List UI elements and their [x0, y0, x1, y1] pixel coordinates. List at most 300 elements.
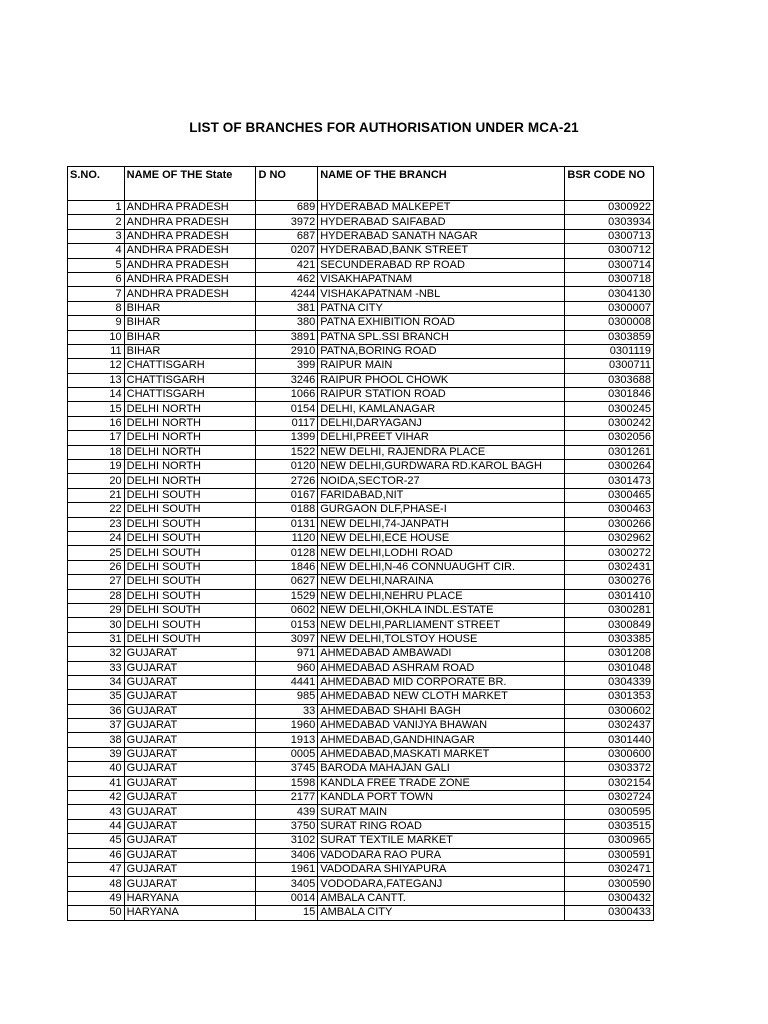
- table-row: [68, 416, 654, 430]
- table-row: [68, 330, 654, 344]
- table-row: [68, 517, 654, 531]
- state-cell: ANDHRA PRADESH: [124, 272, 256, 286]
- branch-cell: NEW DELHI,LODHI ROAD: [318, 546, 565, 560]
- bsr-code-cell: 0302724: [565, 791, 654, 805]
- state-cell: DELHI SOUTH: [124, 632, 256, 646]
- sno-cell: 4: [68, 244, 125, 258]
- bsr-code-cell: 0304130: [565, 287, 654, 301]
- branch-cell: NEW DELHI,N-46 CONNUAUGHT CIR.: [318, 560, 565, 574]
- dno-cell: 0207: [256, 244, 318, 258]
- state-cell: ANDHRA PRADESH: [124, 258, 256, 272]
- state-cell: ANDHRA PRADESH: [124, 229, 256, 243]
- table-row: [68, 618, 654, 632]
- state-cell: GUJARAT: [124, 704, 256, 718]
- branch-cell: NEW DELHI,ECE HOUSE: [318, 531, 565, 545]
- state-cell: DELHI SOUTH: [124, 517, 256, 531]
- state-cell: GUJARAT: [124, 877, 256, 891]
- sno-cell: 34: [68, 675, 125, 689]
- sno-cell: 19: [68, 460, 125, 474]
- state-cell: CHATTISGARH: [124, 373, 256, 387]
- sno-cell: 48: [68, 877, 125, 891]
- bsr-code-cell: 0301473: [565, 474, 654, 488]
- branch-cell: NEW DELHI,TOLSTOY HOUSE: [318, 632, 565, 646]
- branch-cell: HYDERABAD,BANK STREET: [318, 244, 565, 258]
- branch-cell: NEW DELHI,PARLIAMENT STREET: [318, 618, 565, 632]
- branch-cell: VADODARA SHIYAPURA: [318, 862, 565, 876]
- dno-cell: 1846: [256, 560, 318, 574]
- state-cell: HARYANA: [124, 906, 256, 920]
- table-row: [68, 603, 654, 617]
- bsr-code-cell: 0300266: [565, 517, 654, 531]
- bsr-code-cell: 0302056: [565, 431, 654, 445]
- dno-cell: 0153: [256, 618, 318, 632]
- sno-cell: 38: [68, 733, 125, 747]
- table-row: [68, 848, 654, 862]
- dno-cell: 2910: [256, 344, 318, 358]
- bsr-code-cell: 0300849: [565, 618, 654, 632]
- dno-cell: 1120: [256, 531, 318, 545]
- sno-cell: 27: [68, 575, 125, 589]
- state-cell: DELHI SOUTH: [124, 560, 256, 574]
- bsr-code-cell: 0300242: [565, 416, 654, 430]
- sno-cell: 20: [68, 474, 125, 488]
- branch-cell: NEW DELHI,NARAINA: [318, 575, 565, 589]
- branch-cell: AHMEDABAD,MASKATI MARKET: [318, 747, 565, 761]
- dno-cell: 1399: [256, 431, 318, 445]
- state-cell: CHATTISGARH: [124, 359, 256, 373]
- bsr-code-cell: 0303385: [565, 632, 654, 646]
- sno-cell: 41: [68, 776, 125, 790]
- sno-cell: 23: [68, 517, 125, 531]
- sno-cell: 42: [68, 791, 125, 805]
- dno-cell: 381: [256, 301, 318, 315]
- branch-cell: PATNA,BORING ROAD: [318, 344, 565, 358]
- table-row: [68, 762, 654, 776]
- dno-cell: 399: [256, 359, 318, 373]
- branch-cell: AMBALA CANTT.: [318, 891, 565, 905]
- sno-cell: 14: [68, 388, 125, 402]
- dno-cell: 960: [256, 661, 318, 675]
- bsr-code-cell: 0300432: [565, 891, 654, 905]
- dno-cell: 971: [256, 647, 318, 661]
- sno-cell: 16: [68, 416, 125, 430]
- sno-cell: 9: [68, 316, 125, 330]
- table-row: [68, 402, 654, 416]
- dno-cell: 3972: [256, 215, 318, 229]
- sno-cell: 15: [68, 402, 125, 416]
- dno-cell: 1529: [256, 589, 318, 603]
- sno-cell: 2: [68, 215, 125, 229]
- state-cell: GUJARAT: [124, 862, 256, 876]
- dno-cell: 421: [256, 258, 318, 272]
- bsr-code-cell: 0302962: [565, 531, 654, 545]
- branch-cell: VODODARA,FATEGANJ: [318, 877, 565, 891]
- bsr-code-cell: 0300591: [565, 848, 654, 862]
- state-cell: DELHI SOUTH: [124, 575, 256, 589]
- bsr-code-cell: 0300276: [565, 575, 654, 589]
- bsr-code-cell: 0300718: [565, 272, 654, 286]
- state-cell: DELHI SOUTH: [124, 546, 256, 560]
- sno-cell: 18: [68, 445, 125, 459]
- dno-cell: 0128: [256, 546, 318, 560]
- table-row: [68, 632, 654, 646]
- dno-cell: 3097: [256, 632, 318, 646]
- table-row: [68, 388, 654, 402]
- branch-cell: NEW DELHI,74-JANPATH: [318, 517, 565, 531]
- table-row: [68, 719, 654, 733]
- branch-cell: KANDLA PORT TOWN: [318, 791, 565, 805]
- state-cell: DELHI SOUTH: [124, 531, 256, 545]
- branch-cell: PATNA EXHIBITION ROAD: [318, 316, 565, 330]
- dno-cell: 1522: [256, 445, 318, 459]
- bsr-code-cell: 0300008: [565, 316, 654, 330]
- bsr-code-cell: 0300465: [565, 488, 654, 502]
- table-row: [68, 877, 654, 891]
- table-row: [68, 819, 654, 833]
- state-cell: ANDHRA PRADESH: [124, 244, 256, 258]
- dno-cell: 0602: [256, 603, 318, 617]
- bsr-code-cell: 0300711: [565, 359, 654, 373]
- dno-cell: 0131: [256, 517, 318, 531]
- bsr-code-cell: 0300595: [565, 805, 654, 819]
- branch-cell: NEW DELHI,GURDWARA RD.KAROL BAGH: [318, 460, 565, 474]
- table-row: [68, 531, 654, 545]
- state-cell: GUJARAT: [124, 690, 256, 704]
- state-cell: GUJARAT: [124, 747, 256, 761]
- sno-cell: 36: [68, 704, 125, 718]
- header-bsr-code: BSR CODE NO: [565, 167, 654, 189]
- state-cell: GUJARAT: [124, 762, 256, 776]
- state-cell: CHATTISGARH: [124, 388, 256, 402]
- dno-cell: 0014: [256, 891, 318, 905]
- bsr-code-cell: 0302471: [565, 862, 654, 876]
- bsr-code-cell: 0301048: [565, 661, 654, 675]
- bsr-code-cell: 0300713: [565, 229, 654, 243]
- state-cell: DELHI SOUTH: [124, 503, 256, 517]
- branch-cell: HYDERABAD MALKEPET: [318, 201, 565, 215]
- bsr-code-cell: 0300245: [565, 402, 654, 416]
- table-row: [68, 445, 654, 459]
- state-cell: GUJARAT: [124, 791, 256, 805]
- bsr-code-cell: 0303688: [565, 373, 654, 387]
- state-cell: GUJARAT: [124, 733, 256, 747]
- bsr-code-cell: 0300463: [565, 503, 654, 517]
- sno-cell: 45: [68, 834, 125, 848]
- branch-cell: SURAT TEXTILE MARKET: [318, 834, 565, 848]
- sno-cell: 44: [68, 819, 125, 833]
- dno-cell: 985: [256, 690, 318, 704]
- bsr-code-cell: 0300602: [565, 704, 654, 718]
- state-cell: BIHAR: [124, 301, 256, 315]
- table-body: [68, 201, 654, 921]
- branch-cell: SURAT MAIN: [318, 805, 565, 819]
- dno-cell: 2177: [256, 791, 318, 805]
- dno-cell: 687: [256, 229, 318, 243]
- dno-cell: 439: [256, 805, 318, 819]
- table-row: [68, 316, 654, 330]
- branch-cell: AMBALA CITY: [318, 906, 565, 920]
- dno-cell: 3750: [256, 819, 318, 833]
- sno-cell: 30: [68, 618, 125, 632]
- sno-cell: 50: [68, 906, 125, 920]
- sno-cell: 35: [68, 690, 125, 704]
- state-cell: GUJARAT: [124, 719, 256, 733]
- branch-cell: RAIPUR MAIN: [318, 359, 565, 373]
- state-cell: HARYANA: [124, 891, 256, 905]
- branch-cell: NEW DELHI,NEHRU PLACE: [318, 589, 565, 603]
- sno-cell: 31: [68, 632, 125, 646]
- dno-cell: 1913: [256, 733, 318, 747]
- branch-cell: AHMEDABAD ASHRAM ROAD: [318, 661, 565, 675]
- table-row: [68, 229, 654, 243]
- branch-cell: AHMEDABAD SHAHI BAGH: [318, 704, 565, 718]
- table-row: [68, 805, 654, 819]
- bsr-code-cell: 0300272: [565, 546, 654, 560]
- dno-cell: 0154: [256, 402, 318, 416]
- dno-cell: 33: [256, 704, 318, 718]
- dno-cell: 4244: [256, 287, 318, 301]
- bsr-code-cell: 0301119: [565, 344, 654, 358]
- sno-cell: 17: [68, 431, 125, 445]
- dno-cell: 1961: [256, 862, 318, 876]
- sno-cell: 25: [68, 546, 125, 560]
- table-row: [68, 272, 654, 286]
- table-row: [68, 431, 654, 445]
- bsr-code-cell: 0300712: [565, 244, 654, 258]
- table-row: [68, 704, 654, 718]
- table-row: [68, 589, 654, 603]
- header-sno: S.NO.: [68, 167, 125, 189]
- sno-cell: 12: [68, 359, 125, 373]
- table-row: [68, 661, 654, 675]
- table-row: [68, 244, 654, 258]
- branch-cell: RAIPUR PHOOL CHOWK: [318, 373, 565, 387]
- branch-cell: SURAT RING ROAD: [318, 819, 565, 833]
- branch-cell: DELHI,PREET VIHAR: [318, 431, 565, 445]
- bsr-code-cell: 0303934: [565, 215, 654, 229]
- sno-cell: 24: [68, 531, 125, 545]
- sno-cell: 39: [68, 747, 125, 761]
- table-row: [68, 474, 654, 488]
- bsr-code-cell: 0301440: [565, 733, 654, 747]
- state-cell: DELHI NORTH: [124, 431, 256, 445]
- table-row: [68, 344, 654, 358]
- dno-cell: 15: [256, 906, 318, 920]
- branch-cell: HYDERABAD SAIFABAD: [318, 215, 565, 229]
- branch-cell: VISHAKAPATNAM -NBL: [318, 287, 565, 301]
- sno-cell: 22: [68, 503, 125, 517]
- bsr-code-cell: 0300965: [565, 834, 654, 848]
- page-title: LIST OF BRANCHES FOR AUTHORISATION UNDER MCA-21: [189, 120, 579, 135]
- branch-cell: GURGAON DLF,PHASE-I: [318, 503, 565, 517]
- branch-cell: NOIDA,SECTOR-27: [318, 474, 565, 488]
- branch-cell: AHMEDABAD AMBAWADI: [318, 647, 565, 661]
- bsr-code-cell: 0303859: [565, 330, 654, 344]
- state-cell: BIHAR: [124, 316, 256, 330]
- sno-cell: 6: [68, 272, 125, 286]
- dno-cell: 3102: [256, 834, 318, 848]
- dno-cell: 0120: [256, 460, 318, 474]
- sno-cell: 7: [68, 287, 125, 301]
- sno-cell: 28: [68, 589, 125, 603]
- bsr-code-cell: 0300600: [565, 747, 654, 761]
- dno-cell: 3406: [256, 848, 318, 862]
- sno-cell: 8: [68, 301, 125, 315]
- table-row: [68, 791, 654, 805]
- table-row: [68, 647, 654, 661]
- sno-cell: 11: [68, 344, 125, 358]
- table-row: [68, 488, 654, 502]
- dno-cell: 0627: [256, 575, 318, 589]
- table-row: [68, 201, 654, 215]
- sno-cell: 46: [68, 848, 125, 862]
- table-row: [68, 747, 654, 761]
- dno-cell: 0188: [256, 503, 318, 517]
- bsr-code-cell: 0301208: [565, 647, 654, 661]
- sno-cell: 43: [68, 805, 125, 819]
- state-cell: GUJARAT: [124, 848, 256, 862]
- state-cell: GUJARAT: [124, 776, 256, 790]
- state-cell: DELHI NORTH: [124, 416, 256, 430]
- bsr-code-cell: 0302431: [565, 560, 654, 574]
- sno-cell: 37: [68, 719, 125, 733]
- branch-cell: RAIPUR STATION ROAD: [318, 388, 565, 402]
- state-cell: DELHI NORTH: [124, 460, 256, 474]
- table-row: [68, 546, 654, 560]
- bsr-code-cell: 0301410: [565, 589, 654, 603]
- table-row: [68, 503, 654, 517]
- state-cell: DELHI NORTH: [124, 402, 256, 416]
- bsr-code-cell: 0300714: [565, 258, 654, 272]
- state-cell: GUJARAT: [124, 834, 256, 848]
- state-cell: GUJARAT: [124, 675, 256, 689]
- bsr-code-cell: 0301846: [565, 388, 654, 402]
- sno-cell: 47: [68, 862, 125, 876]
- state-cell: BIHAR: [124, 330, 256, 344]
- branch-cell: AHMEDABAD,GANDHINAGAR: [318, 733, 565, 747]
- dno-cell: 1598: [256, 776, 318, 790]
- table-row: [68, 560, 654, 574]
- bsr-code-cell: 0302154: [565, 776, 654, 790]
- header-dno: D NO: [256, 167, 318, 189]
- branch-cell: AHMEDABAD MID CORPORATE BR.: [318, 675, 565, 689]
- branch-cell: AHMEDABAD NEW CLOTH MARKET: [318, 690, 565, 704]
- state-cell: DELHI SOUTH: [124, 618, 256, 632]
- state-cell: BIHAR: [124, 344, 256, 358]
- table-row: [68, 575, 654, 589]
- branch-cell: KANDLA FREE TRADE ZONE: [318, 776, 565, 790]
- dno-cell: 2726: [256, 474, 318, 488]
- table-row: [68, 690, 654, 704]
- table-row: [68, 359, 654, 373]
- dno-cell: 3246: [256, 373, 318, 387]
- state-cell: GUJARAT: [124, 647, 256, 661]
- header-state: NAME OF THE State: [124, 167, 256, 189]
- branch-cell: HYDERABAD SANATH NAGAR: [318, 229, 565, 243]
- sno-cell: 32: [68, 647, 125, 661]
- branch-cell: NEW DELHI, RAJENDRA PLACE: [318, 445, 565, 459]
- sno-cell: 5: [68, 258, 125, 272]
- sno-cell: 49: [68, 891, 125, 905]
- table-row: [68, 906, 654, 920]
- branch-cell: DELHI,DARYAGANJ: [318, 416, 565, 430]
- table-row: [68, 733, 654, 747]
- branches-table: [67, 166, 654, 921]
- bsr-code-cell: 0303372: [565, 762, 654, 776]
- branch-cell: AHMEDABAD VANIJYA BHAWAN: [318, 719, 565, 733]
- state-cell: GUJARAT: [124, 819, 256, 833]
- state-cell: GUJARAT: [124, 805, 256, 819]
- dno-cell: 3891: [256, 330, 318, 344]
- sno-cell: 10: [68, 330, 125, 344]
- branch-cell: VADODARA RAO PURA: [318, 848, 565, 862]
- sno-cell: 26: [68, 560, 125, 574]
- state-cell: DELHI SOUTH: [124, 603, 256, 617]
- state-cell: DELHI NORTH: [124, 445, 256, 459]
- dno-cell: 0167: [256, 488, 318, 502]
- bsr-code-cell: 0303515: [565, 819, 654, 833]
- table-row: [68, 834, 654, 848]
- bsr-code-cell: 0302437: [565, 719, 654, 733]
- dno-cell: 689: [256, 201, 318, 215]
- bsr-code-cell: 0304339: [565, 675, 654, 689]
- bsr-code-cell: 0301261: [565, 445, 654, 459]
- dno-cell: 1066: [256, 388, 318, 402]
- branch-cell: FARIDABAD,NIT: [318, 488, 565, 502]
- table-row: [68, 215, 654, 229]
- dno-cell: 0005: [256, 747, 318, 761]
- bsr-code-cell: 0300433: [565, 906, 654, 920]
- table-row: [68, 460, 654, 474]
- dno-cell: 380: [256, 316, 318, 330]
- table-row: [68, 301, 654, 315]
- branch-cell: NEW DELHI,OKHLA INDL.ESTATE: [318, 603, 565, 617]
- dno-cell: 4441: [256, 675, 318, 689]
- bsr-code-cell: 0301353: [565, 690, 654, 704]
- table-row: [68, 862, 654, 876]
- bsr-code-cell: 0300590: [565, 877, 654, 891]
- table-row: [68, 675, 654, 689]
- header-branch: NAME OF THE BRANCH: [318, 167, 565, 189]
- state-cell: ANDHRA PRADESH: [124, 287, 256, 301]
- bsr-code-cell: 0300264: [565, 460, 654, 474]
- bsr-code-cell: 0300281: [565, 603, 654, 617]
- table-row: [68, 373, 654, 387]
- state-cell: GUJARAT: [124, 661, 256, 675]
- sno-cell: 1: [68, 201, 125, 215]
- branch-cell: DELHI, KAMLANAGAR: [318, 402, 565, 416]
- sno-cell: 3: [68, 229, 125, 243]
- dno-cell: 0117: [256, 416, 318, 430]
- state-cell: DELHI SOUTH: [124, 589, 256, 603]
- state-cell: ANDHRA PRADESH: [124, 215, 256, 229]
- table-row: [68, 776, 654, 790]
- bsr-code-cell: 0300007: [565, 301, 654, 315]
- header-spacer-row: [68, 188, 654, 201]
- state-cell: ANDHRA PRADESH: [124, 201, 256, 215]
- branch-cell: BARODA MAHAJAN GALI: [318, 762, 565, 776]
- dno-cell: 462: [256, 272, 318, 286]
- branch-cell: SECUNDERABAD RP ROAD: [318, 258, 565, 272]
- table-header-row: [68, 167, 654, 189]
- dno-cell: 3405: [256, 877, 318, 891]
- state-cell: DELHI NORTH: [124, 474, 256, 488]
- branch-cell: VISAKHAPATNAM: [318, 272, 565, 286]
- state-cell: DELHI SOUTH: [124, 488, 256, 502]
- table-row: [68, 891, 654, 905]
- sno-cell: 21: [68, 488, 125, 502]
- sno-cell: 40: [68, 762, 125, 776]
